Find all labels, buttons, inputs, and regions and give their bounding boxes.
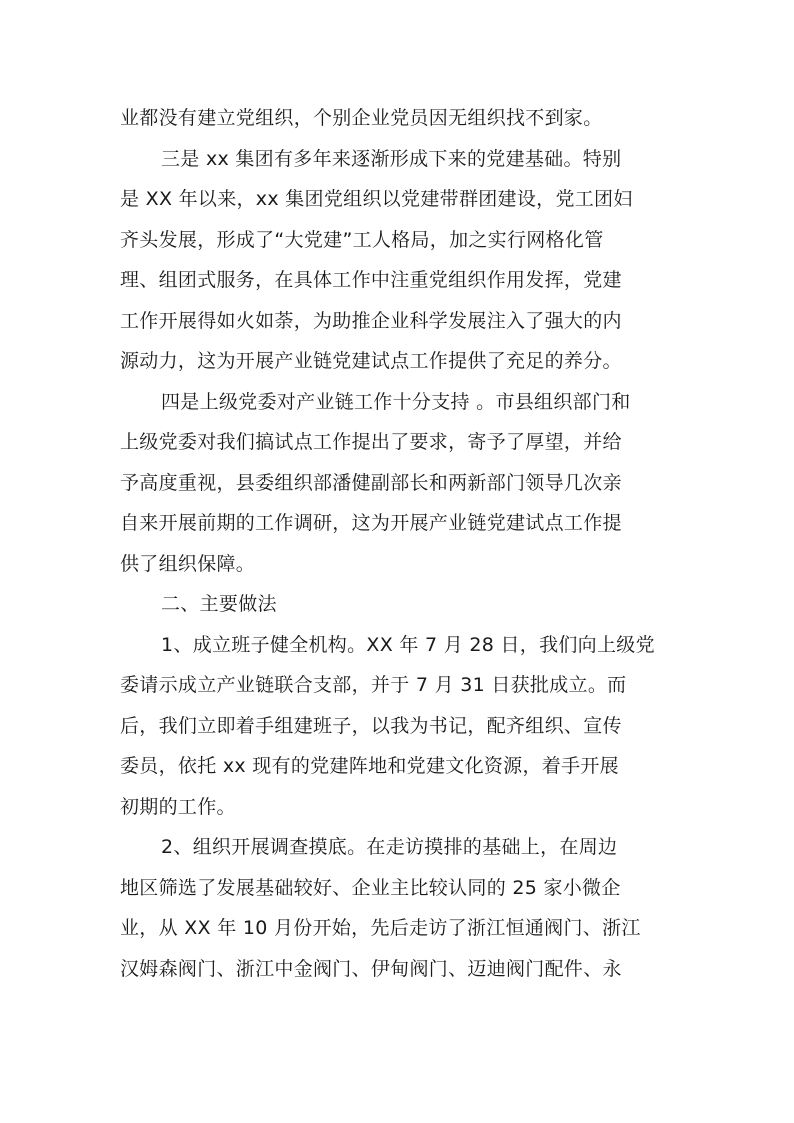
text-line: 业都没有建立党组织，个别企业党员因无组织找不到家。 xyxy=(120,107,603,129)
text-line: 业，从 XX 年 10 月份开始，先后走访了浙江恒通阀门、浙江 xyxy=(120,917,641,939)
text-line: 2、组织开展调查摸底。在走访摸排的基础上，在周边 xyxy=(161,836,618,858)
text-line: 源动力，这为开展产业链党建试点工作提供了充足的养分。 xyxy=(120,350,622,372)
text-line: 上级党委对我们搞试点工作提出了要求，寄予了厚望，并给 xyxy=(120,431,622,453)
text-line: 初期的工作。 xyxy=(120,795,236,818)
text-line: 三是 xx 集团有多年来逐渐形成下来的党建基础。特别 xyxy=(161,147,622,170)
text-line: 工作开展得如火如荼，为助推企业科学发展注入了强大的内 xyxy=(120,309,622,332)
text-line: 委请示成立产业链联合支部，并于 7 月 31 日获批成立。而 xyxy=(120,674,627,696)
text-line: 四是上级党委对产业链工作十分支持 。市县组织部门和 xyxy=(161,390,631,413)
text-line: 1、成立班子健全机构。XX 年 7 月 28 日，我们向上级党 xyxy=(161,633,655,656)
text-line: 后，我们立即着手组建班子，以我为书记，配齐组织、宣传 xyxy=(120,714,622,737)
text-line: 汉姆森阀门、浙江中金阀门、伊甸阀门、迈迪阀门配件、永 xyxy=(120,957,622,980)
text-line: 供了组织保障。 xyxy=(120,552,256,575)
text-line: 委员，依托 xx 现有的党建阵地和党建文化资源，着手开展 xyxy=(120,755,619,777)
text-line: 自来开展前期的工作调研，这为开展产业链党建试点工作提 xyxy=(120,512,622,534)
text-line: 是 XX 年以来，xx 集团党组织以党建带群团建设，党工团妇 xyxy=(120,188,633,210)
text-line: 予高度重视，县委组织部潘健副部长和两新部门领导几次亲 xyxy=(120,471,622,494)
text-line: 理、组团式服务，在具体工作中注重党组织作用发挥，党建 xyxy=(120,269,622,291)
section-heading: 二、主要做法 xyxy=(161,593,277,615)
text-line: 齐头发展，形成了“大党建”工人格局，加之实行网格化管 xyxy=(120,228,604,251)
document-body xyxy=(120,98,680,989)
text-line: 地区筛选了发展基础较好、企业主比较认同的 25 家小微企 xyxy=(120,876,621,899)
